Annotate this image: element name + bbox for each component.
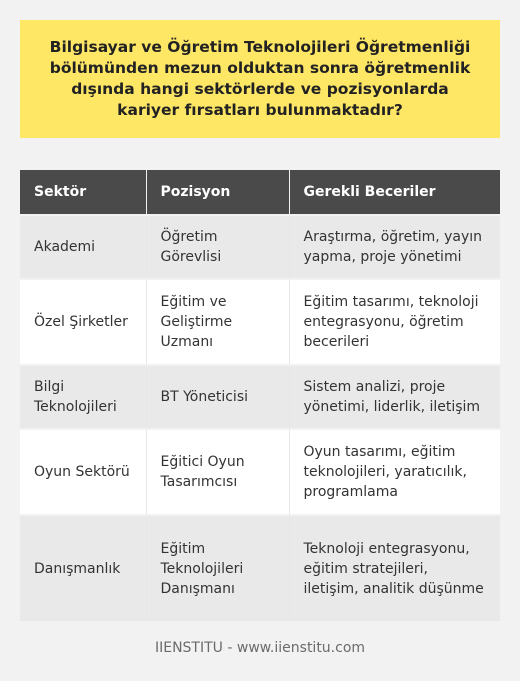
table-row [20, 515, 500, 621]
cell-skills: Sistem analizi, proje yönetimi, liderlik, iletişim [289, 365, 500, 429]
cell-position: BT Yöneticisi [146, 365, 289, 429]
cell-skills: Teknoloji entegrasyonu, eğitim stratejileri, iletişim, analitik düşünme [289, 515, 500, 621]
table-row [20, 279, 500, 365]
table-header-row [20, 170, 500, 215]
cell-sector: Akademi [20, 215, 146, 279]
table-row [20, 429, 500, 515]
header-position: Pozisyon [146, 170, 289, 215]
cell-sector: Bilgi Teknolojileri [20, 365, 146, 429]
cell-sector: Danışmanlık [20, 515, 146, 621]
table-row [20, 215, 500, 279]
cell-sector: Oyun Sektörü [20, 429, 146, 515]
cell-position: Eğitim ve Geliştirme Uzmanı [146, 279, 289, 365]
title-banner [20, 20, 500, 138]
header-skills: Gerekli Beceriler [289, 170, 500, 215]
cell-skills: Eğitim tasarımı, teknoloji entegrasyonu, öğretim becerileri [289, 279, 500, 365]
footer-credit: IIENSTITU - www.iienstitu.com [154, 640, 366, 656]
header-sector: Sektör [20, 170, 146, 215]
career-table [20, 170, 500, 621]
cell-position: Öğretim Görevlisi [146, 215, 289, 279]
page-title: Bilgisayar ve Öğretim Teknolojileri Öğretmenliği bölümünden mezun olduktan sonra öğretmenlik dışında hangi sektörlerde ve pozisyonlarda kariyer fırsatları bulunmaktadır? [49, 38, 471, 119]
cell-position: Eğitim Teknolojileri Danışmanı [146, 515, 289, 621]
cell-position: Eğitici Oyun Tasarımcısı [146, 429, 289, 515]
cell-skills: Araştırma, öğretim, yayın yapma, proje yönetimi [289, 215, 500, 279]
table-row [20, 365, 500, 429]
cell-sector: Özel Şirketler [20, 279, 146, 365]
cell-skills: Oyun tasarımı, eğitim teknolojileri, yaratıcılık, programlama [289, 429, 500, 515]
